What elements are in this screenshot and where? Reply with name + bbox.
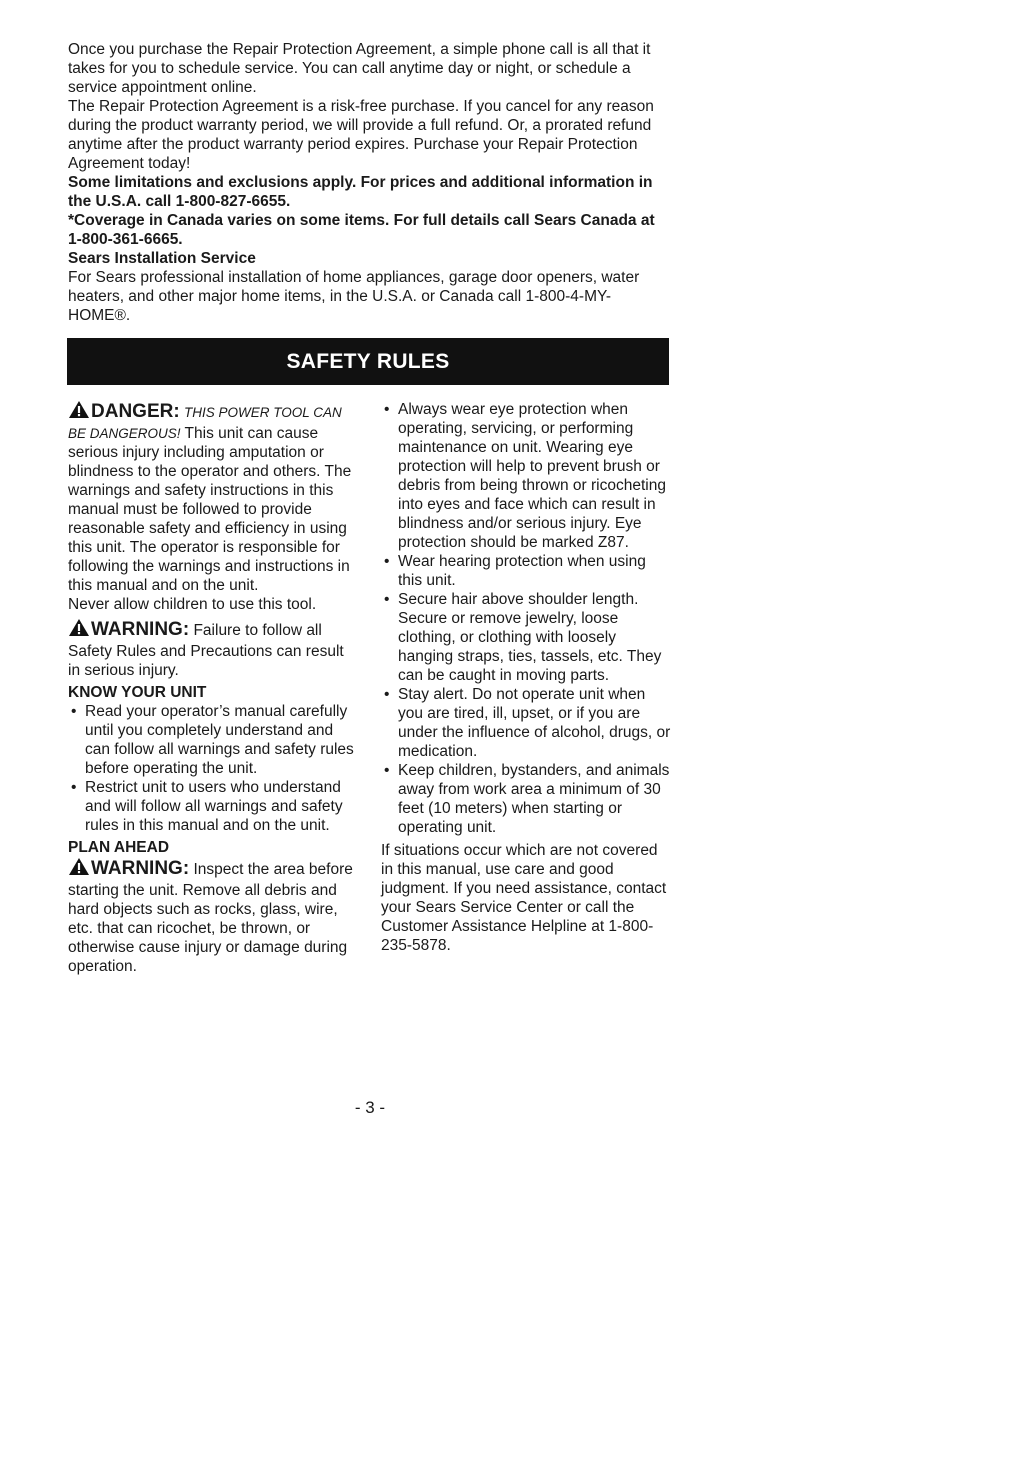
warning-text-2: Inspect the area before starting the unit. Remove all debris and hard objects such as rocks, glass, wire, etc. that can ricochet, be thrown, or otherwise cause injury or damage during operation.	[68, 861, 353, 975]
list-item	[68, 702, 360, 778]
list-item-text: Wear hearing protection when using this unit.	[398, 553, 646, 589]
list-item-text: Secure hair above shoulder length. Secure or remove jewelry, loose clothing, or clothing with loosely hanging straps, ties, tassels, etc. They can be caught in moving parts.	[398, 591, 662, 684]
bullet-icon: •	[71, 703, 77, 720]
warning-block-2	[68, 857, 360, 976]
list-item-text: Always wear eye protection when operating, servicing, or performing maintenance on unit. Wearing eye protection will help to prevent brush or debris from being thrown or ricocheting into eyes and face which can result in blindness and/or serious injury. Eye protection should be marked Z87.	[398, 401, 666, 551]
plan-ahead-heading: PLAN AHEAD	[68, 839, 170, 856]
intro-section	[68, 40, 672, 325]
danger-block	[68, 400, 360, 595]
warning-triangle-icon	[68, 857, 90, 881]
know-your-unit-heading: KNOW YOUR UNIT	[68, 684, 207, 701]
children-note: Never allow children to use this tool.	[68, 596, 317, 613]
bullet-icon: •	[71, 779, 77, 796]
list-item-text: Read your operator’s manual carefully until you completely understand and can follow all warnings and safety rules before operating the unit.	[85, 703, 354, 777]
installation-text: For Sears professional installation of home appliances, garage door openers, water heaters, and other major home items, in the U.S.A. or Canada call 1-800-4-MY-HOME®.	[68, 269, 640, 324]
warning-triangle-icon	[68, 400, 90, 424]
list-item	[381, 400, 673, 552]
page-number: - 3 -	[354, 1098, 386, 1117]
intro-paragraph-2: The Repair Protection Agreement is a risk-free purchase. If you cancel for any reason during the product warranty period, we will provide a full refund. Or, a prorated refund anytime after the product warranty period expires. Purchase your Repair Protection Agreement today!	[68, 98, 654, 172]
danger-caps-text: THIS POWER TOOL CAN BE DANGEROUS!	[68, 405, 342, 441]
right-column	[381, 400, 673, 955]
danger-text: This unit can cause serious injury including amputation or blindness to the operator and others. The warnings and safety instructions in this manual must be followed to provide reasonable safety and efficiency in using this unit. The operator is responsible for following the warnings and instructions in this manual and on the unit.	[68, 425, 352, 594]
banner-title: SAFETY RULES	[286, 349, 450, 373]
intro-paragraph-1: Once you purchase the Repair Protection Agreement, a simple phone call is all that it takes for you to schedule service. You can call anytime day or night, or schedule a service appointment online.	[68, 41, 651, 96]
safety-list	[381, 400, 673, 837]
know-your-unit-list	[68, 702, 360, 835]
danger-label: DANGER:	[91, 401, 180, 422]
list-item	[381, 590, 673, 685]
list-item-text: Restrict unit to users who understand and will follow all warnings and safety rules in this manual and on the unit.	[85, 779, 343, 834]
list-item	[68, 778, 360, 835]
left-column	[68, 400, 360, 976]
warning-label-2: WARNING:	[91, 858, 190, 879]
list-item	[381, 761, 673, 837]
bullet-icon: •	[384, 553, 390, 570]
list-item	[381, 685, 673, 761]
bullet-icon: •	[384, 686, 390, 703]
warning-label-1: WARNING:	[91, 619, 190, 640]
list-item	[381, 552, 673, 590]
safety-rules-banner	[67, 338, 669, 385]
bullet-icon: •	[384, 762, 390, 779]
closing-paragraph: If situations occur which are not covered in this manual, use care and good judgment. If you need assistance, contact your Sears Service Center or call the Customer Assistance Helpline at 1-800-235-5878.	[381, 842, 667, 954]
warning-text-1: Failure to follow all Safety Rules and Precautions can result in serious injury.	[68, 622, 344, 679]
bullet-icon: •	[384, 591, 390, 608]
canada-coverage-note: *Coverage in Canada varies on some items. For full details call Sears Canada at 1-800-361-6665.	[68, 212, 655, 248]
limitations-note: Some limitations and exclusions apply. For prices and additional information in the U.S.A. call 1-800-827-6655.	[68, 174, 653, 210]
bullet-icon: •	[384, 401, 390, 418]
warning-triangle-icon	[68, 618, 90, 642]
list-item-text: Keep children, bystanders, and animals away from work area a minimum of 30 feet (10 meters) when starting or operating unit.	[398, 762, 670, 836]
installation-heading: Sears Installation Service	[68, 250, 256, 267]
list-item-text: Stay alert. Do not operate unit when you are tired, ill, upset, or if you are under the influence of alcohol, drugs, or medication.	[398, 686, 671, 760]
warning-block-1	[68, 618, 360, 680]
